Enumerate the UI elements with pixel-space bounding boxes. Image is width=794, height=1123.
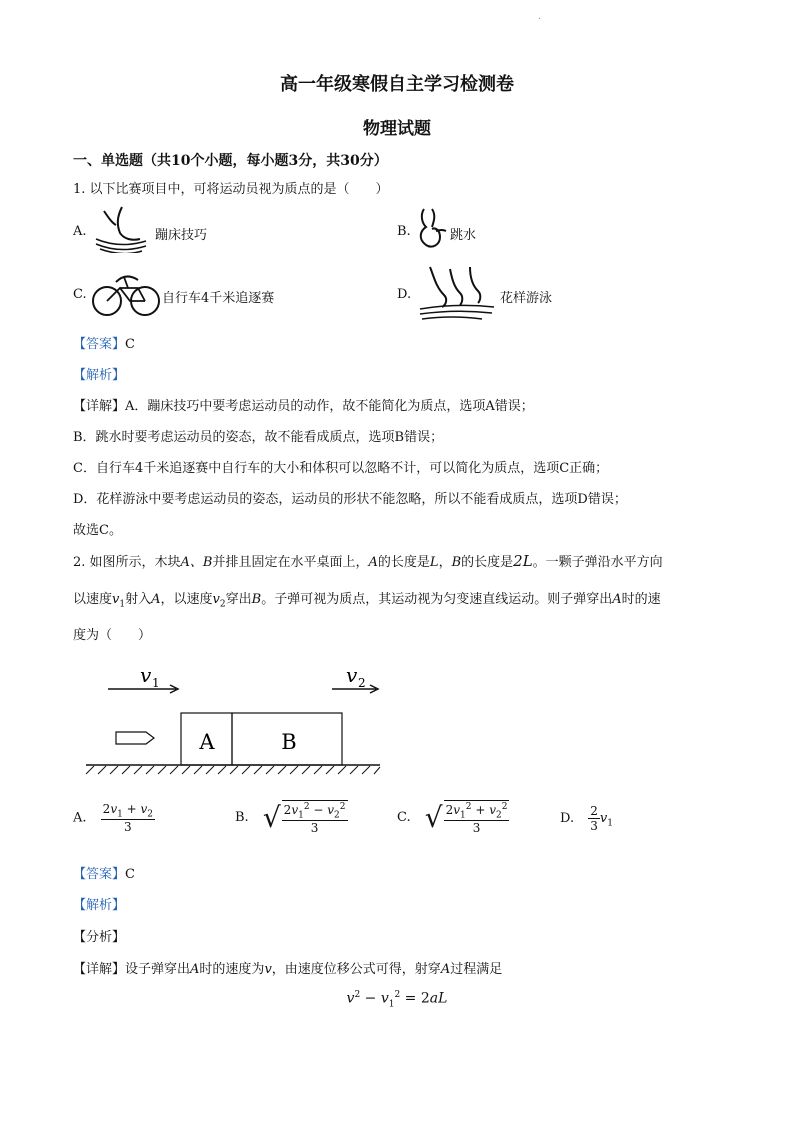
q1-answer-tag: 【答案】 [73, 337, 126, 352]
q2-option-d: D. $\frac{2}{3}$ $v_1$ [560, 804, 613, 833]
q2-text: 的长度是 [377, 555, 430, 570]
q2-text: 的长度是 [461, 555, 514, 570]
q2-option-c [397, 800, 509, 835]
ground-hatching [86, 766, 380, 774]
q2-text: 。一颗子弹沿水平方向 [532, 555, 663, 570]
bicycle-icon [90, 268, 162, 318]
q1-analysis-tag: 【解析】 [73, 368, 126, 383]
q1-option-a-label: 蹦床技巧 [155, 228, 208, 243]
bullet-icon [116, 732, 154, 744]
q1-detail-d: D．花样游泳中要考虑运动员的姿态，运动员的形状不能忽略，所以不能看成质点，选项D错误； [73, 492, 627, 507]
q2-v2: v [212, 592, 220, 607]
v1-label: v [140, 663, 152, 687]
q2-option-a-letter: A. [73, 810, 87, 826]
q2-v2-sub: 2 [219, 599, 226, 610]
q2-text: 穿出 [225, 592, 252, 607]
q2-text: 设子弹穿出 [125, 962, 191, 977]
q2-option-d-formula: $\frac{2}{3}$ [590, 804, 598, 833]
q2-text: 过程满足 [450, 962, 503, 977]
q2-text: 2. 如图所示，木块 [73, 555, 181, 570]
q2-detail-tag: 【详解】 [73, 962, 126, 977]
q1-option-d-label: 花样游泳 [500, 291, 553, 306]
q2-option-c-letter: C. [397, 810, 411, 826]
q2-analysis2-tag: 【分析】 [73, 930, 126, 945]
bullet-blocks-diagram [84, 660, 384, 780]
q2-v1: v [112, 592, 120, 607]
q1-detail-b: B．跳水时要考虑运动员的姿态，故不能看成质点，选项B错误； [73, 430, 444, 445]
q1-option-a-letter: A. [73, 224, 87, 239]
q2-text: 时的速度为 [199, 962, 265, 977]
q2-text: ，由速度位移公式可得，射穿 [271, 962, 441, 977]
q1-option-b-label: 跳水 [450, 228, 477, 243]
v2-label: v [346, 663, 358, 687]
q2-var-a: A [612, 592, 622, 607]
q2-option-c-formula: √ $\frac{2v_1^2 + v_2^2}{3}$ [424, 800, 508, 836]
q1-detail-tag: 【详解】 [73, 399, 126, 414]
q2-analysis-tag: 【解析】 [73, 898, 126, 913]
q1-answer: C [125, 337, 135, 352]
q2-var-v: v [264, 962, 272, 977]
q2-option-a-formula: $\frac{2v_1 + v_2}{3}$ [102, 802, 154, 835]
q2-text: 时的速 [621, 592, 661, 607]
q1-detail-a: A．蹦床技巧中要考虑运动员的动作，故不能简化为质点，选项A错误； [125, 399, 534, 414]
page-subtitle: 物理试题 [363, 119, 431, 139]
synchronized-swimming-icon [416, 263, 496, 325]
q2-line3: 度为（ ） [73, 628, 152, 643]
q2-detail-line [73, 958, 502, 977]
q1-option-c-label: 自行车4千米追逐赛 [162, 291, 275, 306]
q2-option-d-letter: D. [560, 811, 575, 826]
header-dot: . [538, 12, 541, 22]
q1-conclusion: 故选C。 [73, 523, 122, 538]
equation-velocity-displacement: $v^2 - v_1^2 = 2aL$ [346, 990, 448, 1010]
q2-var-a: A [440, 962, 451, 977]
q2-text: 射入 [125, 592, 152, 607]
q2-text: 。子弹可视为质点，其运动视为匀变速直线运动。则子弹穿出 [261, 592, 613, 607]
page-title: 高一年级寒假自主学习检测卷 [280, 74, 514, 95]
q1-stem: 1. 以下比赛项目中，可将运动员视为质点的是（ ） [73, 182, 389, 197]
v2-sub-label: 2 [358, 676, 366, 690]
q1-option-b-letter: B. [397, 224, 411, 239]
q2-var-a: A [190, 962, 200, 977]
q2-text: 并排且固定在水平桌面上， [212, 555, 369, 570]
q2-option-a [73, 802, 155, 834]
q1-detail-a-line [73, 395, 534, 414]
q1-answer-line [73, 333, 135, 352]
q2-line1 [73, 551, 663, 570]
block-b-label: B [281, 730, 297, 754]
q2-answer: C [125, 867, 135, 882]
q1-option-d-letter: D. [397, 287, 412, 302]
q2-text: ， [438, 555, 452, 570]
q2-var-a: A [151, 592, 161, 607]
block-a-label: A [199, 730, 215, 754]
q2-v1-sub: 1 [119, 599, 126, 610]
q2-answer-tag: 【答案】 [73, 867, 126, 882]
q1-option-c-letter: C. [73, 287, 87, 302]
v1-sub-label: 1 [152, 676, 160, 690]
q2-var-b: B [251, 592, 262, 607]
q2-var-ab: A、B [180, 555, 213, 570]
q2-answer-line [73, 863, 135, 882]
diving-icon [414, 205, 450, 253]
q2-text: 以速度 [73, 592, 113, 607]
q2-var-b: B [451, 555, 462, 570]
q2-var-l: L [429, 555, 439, 570]
q2-text: ，以速度 [160, 592, 213, 607]
q2-option-b-letter: B. [235, 810, 249, 826]
q2-var-a: A [368, 555, 378, 570]
q2-option-b-formula: √ $\frac{2v_1^2 - v_2^2}{3}$ [262, 800, 346, 836]
trampoline-icon [92, 203, 150, 253]
section-heading: 一、单选题（共10个小题，每小题3分，共30分） [73, 153, 388, 169]
q1-detail-c: C．自行车4千米追逐赛中自行车的大小和体积可以忽略不计，可以简化为质点，选项C正确； [73, 461, 609, 476]
q2-var-2l: 2L [513, 552, 533, 570]
q2-line2 [73, 588, 661, 610]
q2-option-b [235, 800, 348, 835]
